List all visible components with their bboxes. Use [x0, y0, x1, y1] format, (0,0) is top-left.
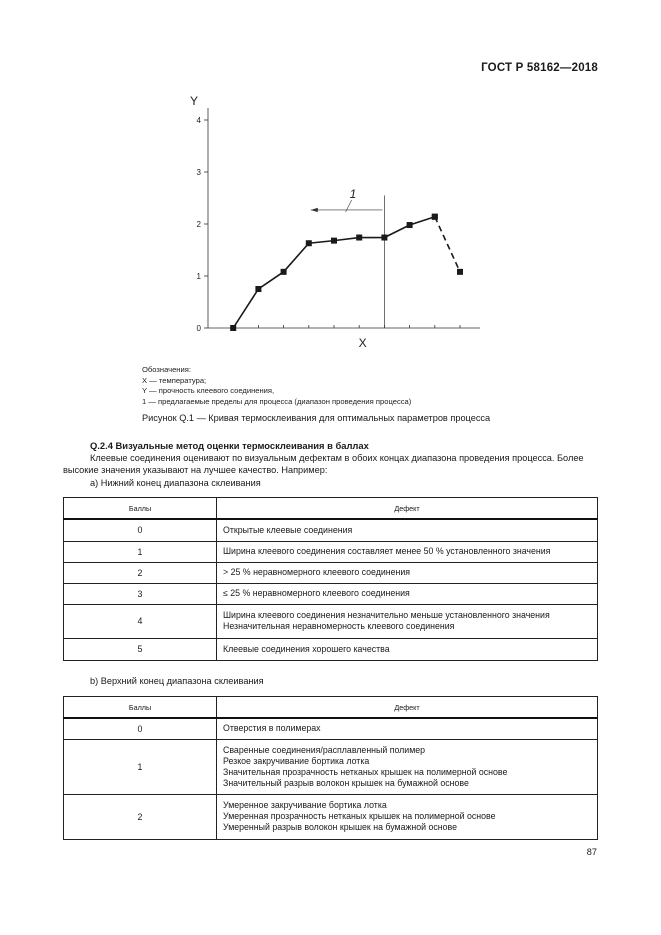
y-axis-label: Y	[190, 94, 199, 108]
data-point	[255, 286, 261, 292]
range-label: 1	[349, 186, 357, 201]
defect-line: Умеренная прозрачность нетканых крышек на полимерной основе	[223, 811, 496, 821]
data-point	[281, 269, 287, 275]
data-point	[407, 222, 413, 228]
range-arrow-head	[311, 208, 318, 212]
table-row	[64, 638, 598, 660]
header-score: Баллы	[64, 697, 217, 719]
thermoseal-curve-chart	[180, 88, 480, 350]
score-cell: 0	[64, 718, 217, 739]
defect-line: Значительный разрыв волокон крышек на бумажной основе	[223, 777, 469, 788]
legend-item-y: Y — прочность клеевого соединения,	[142, 386, 275, 395]
defect-cell	[217, 583, 598, 604]
defect-line: Отверстия в полимерах	[223, 723, 321, 734]
y-tick-label: 0	[196, 324, 201, 333]
section-heading: Q.2.4 Визуальные метод оценки термосклеивания в баллах	[90, 440, 369, 451]
defect-line: Значительная прозрачность нетканых крышек на полимерной основе	[223, 766, 508, 777]
figure-legend	[142, 365, 411, 407]
legend-title: Обозначения:	[142, 365, 191, 374]
table-row	[64, 604, 598, 638]
defect-cell	[217, 718, 598, 739]
table-row	[64, 718, 598, 739]
upper-range-table	[63, 696, 598, 840]
lower-range-table	[63, 497, 598, 661]
defect-cell	[217, 794, 598, 839]
figure-caption: Рисунок Q.1 — Кривая термосклеивания для оптимальных параметров процесса	[142, 413, 491, 423]
score-cell: 2	[64, 562, 217, 583]
data-point	[356, 235, 362, 241]
defect-line: Ширина клеевого соединения незначительно меньше установленного значения	[223, 610, 550, 620]
defect-line: Умеренный разрыв волокон крышек на бумажной основе	[223, 822, 457, 832]
header-defect: Дефект	[217, 498, 598, 520]
y-tick-label: 1	[196, 272, 201, 281]
defect-line: Незначительная неравномерность клеевого соединения	[223, 621, 455, 631]
section-paragraph: Клеевые соединения оценивают по визуальным дефектам в обоих концах диапазона проведения процесса. Более высокие значения указывают на лучшее качество. Например:	[63, 453, 584, 475]
table-row	[64, 739, 598, 794]
score-cell: 5	[64, 638, 217, 660]
table-header-row	[64, 498, 598, 520]
series-line-dashed	[435, 217, 460, 272]
defect-line: Резкое закручивание бортика лотка	[223, 755, 370, 766]
legend-item-1: 1 — предлагаемые пределы для процесса (диапазон проведения процесса)	[142, 396, 412, 406]
defect-cell	[217, 604, 598, 638]
table-row	[64, 583, 598, 604]
score-cell: 1	[64, 541, 217, 562]
defect-line: Умеренное закручивание бортика лотка	[223, 800, 387, 810]
legend-item-x: X — температура;	[142, 375, 207, 385]
table-row	[64, 519, 598, 541]
score-cell: 4	[64, 604, 217, 638]
defect-cell	[217, 739, 598, 794]
defect-cell	[217, 638, 598, 660]
header-score: Баллы	[64, 498, 217, 520]
y-tick-label: 2	[196, 220, 201, 229]
defect-line: Сваренные соединения/расплавленный полимер	[223, 744, 426, 755]
data-point	[331, 238, 337, 244]
defect-line: ≤ 25 % неравномерного клеевого соединения	[223, 588, 410, 598]
document-code: ГОСТ Р 58162—2018	[481, 62, 598, 74]
score-cell: 2	[64, 794, 217, 839]
y-tick-label: 3	[196, 168, 201, 177]
score-cell: 0	[64, 519, 217, 541]
x-axis-label: X	[358, 336, 367, 350]
page-number: 87	[586, 847, 597, 857]
list-item-b: b) Верхний конец диапазона склеивания	[90, 676, 264, 686]
defect-line: Открытые клеевые соединения	[223, 524, 353, 535]
header-defect: Дефект	[217, 697, 598, 719]
table-header-row	[64, 697, 598, 719]
defect-line: > 25 % неравномерного клеевого соединения	[223, 567, 411, 577]
data-point	[306, 240, 312, 246]
defect-cell	[217, 519, 598, 541]
list-item-a: а) Нижний конец диапазона склеивания	[90, 478, 261, 488]
defect-line: Ширина клеевого соединения составляет менее 50 % установленного значения	[223, 546, 551, 556]
data-point	[432, 214, 438, 220]
table-row	[64, 541, 598, 562]
defect-line: Клеевые соединения хорошего качества	[223, 643, 390, 654]
series-line-solid	[233, 217, 435, 328]
data-point	[457, 269, 463, 275]
table-row	[64, 562, 598, 583]
score-cell: 3	[64, 583, 217, 604]
defect-cell	[217, 562, 598, 583]
data-point	[381, 235, 387, 241]
table-row	[64, 794, 598, 839]
y-tick-label: 4	[196, 116, 201, 125]
score-cell: 1	[64, 739, 217, 794]
defect-cell	[217, 541, 598, 562]
data-point	[230, 325, 236, 331]
